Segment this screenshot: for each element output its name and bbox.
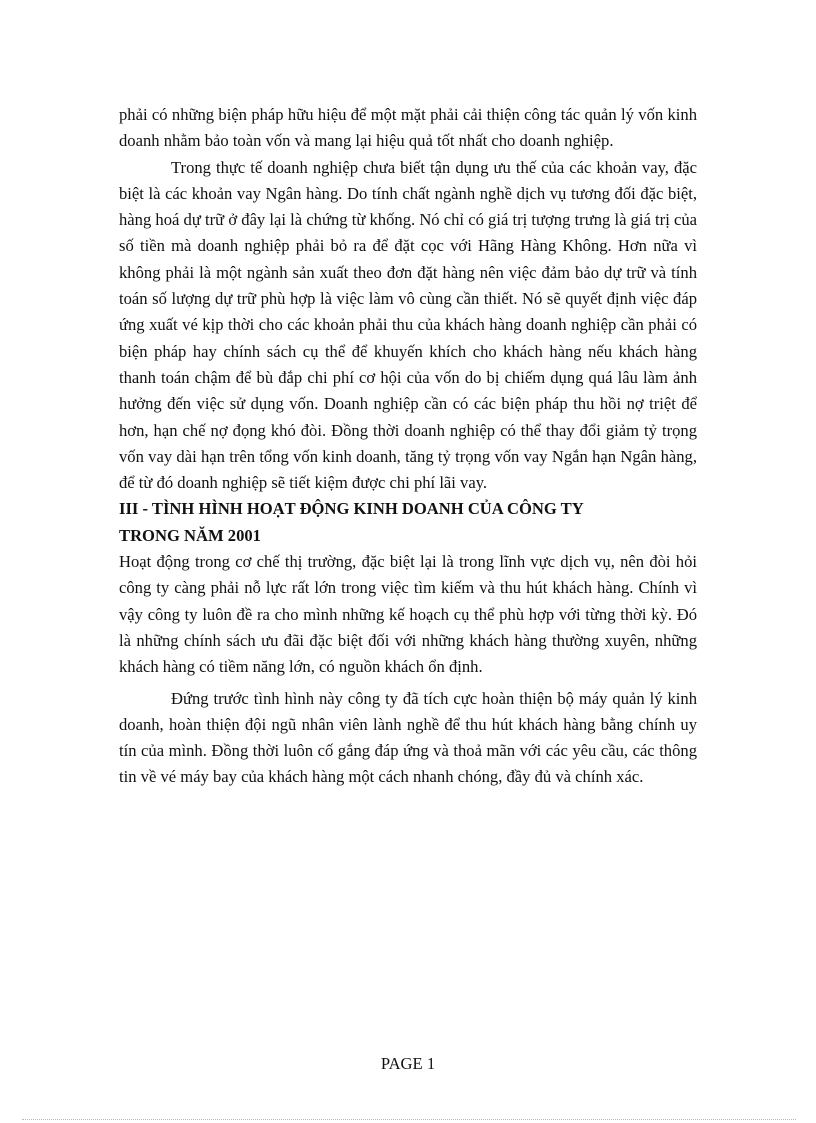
page-bottom-divider — [22, 1119, 796, 1120]
paragraph-continuation: phải có những biện pháp hữu hiệu để một mặt phải cải thiện công tác quản lý vốn kinh doanh nhằm bảo toàn vốn và mang lại hiệu quả tốt nhất cho doanh nghiệp. — [119, 105, 697, 151]
section-heading-line2: TRONG NĂM 2001 — [119, 525, 261, 545]
paragraph-loans: Trong thực tế doanh nghiệp chưa biết tận dụng ưu thế của các khoản vay, đặc biệt là các khoản vay Ngân hàng. Do tính chất ngành nghề dịch vụ tương đối đặc biệt, hàng hoá dự trữ ở đây lại là chứng từ khống. Nó chỉ có giá trị tượng trưng là giá trị của số tiền mà doanh nghiệp phải bỏ ra để đặt cọc với Hãng Hàng Không. Hơn nữa vì không phải là một ngành sản xuất theo đơn đặt hàng nên việc đảm bảo dự trữ và tính toán số lượng dự trữ phù hợp là việc làm vô cùng cần thiết. Nó sẽ quyết định việc đáp ứng xuất vé kịp thời cho các khoản phải thu của khách hàng doanh nghiệp cần phải có biện pháp hay chính sách cụ thể để khuyến khích cho khách hàng nếu khách hàng thanh toán chậm để bù đắp chi phí cơ hội của vốn do bị chiếm dụng quá lâu làm ảnh hưởng đến việc sử dụng vốn. Doanh nghiệp cần có các biện pháp thu hồi nợ triệt để hơn, hạn chế nợ đọng khó đòi. Đồng thời doanh nghiệp có thể thay đổi giảm tỷ trọng vốn vay dài hạn trên tổng vốn kinh doanh, tăng tỷ trọng vốn vay Ngắn hạn Ngân hàng, để từ đó doanh nghiệp sẽ tiết kiệm được chi phí lãi vay. — [119, 157, 697, 493]
page-footer: PAGE 1 — [380, 1054, 436, 1073]
section-heading — [119, 496, 697, 549]
section-heading-line1: III - TÌNH HÌNH HOẠT ĐỘNG KINH DOANH CỦA CÔNG TY — [119, 499, 584, 519]
paragraph-market-activity: Hoạt động trong cơ chế thị trường, đặc biệt lại là trong lĩnh vực dịch vụ, nên đòi hỏi công ty càng phải nỗ lực rất lớn trong việc tìm kiếm và thu hút khách hàng. Chính vì vậy công ty luôn đề ra cho mình những kế hoạch cụ thể phù hợp với từng thời kỳ. Đó là những chính sách ưu đãi đặc biệt đối với những khách hàng thường xuyên, những khách hàng có tiềm năng lớn, có nguồn khách ổn định. — [119, 552, 697, 677]
document-body — [119, 102, 697, 791]
paragraph-company-improvement: Đứng trước tình hình này công ty đã tích cực hoàn thiện bộ máy quản lý kinh doanh, hoàn thiện đội ngũ nhân viên lành nghề để thu hút khách hàng bằng chính uy tín của mình. Đồng thời luôn cố gắng đáp ứng và thoả mãn với các yêu cầu, các thông tin về vé máy bay của khách hàng một cách nhanh chóng, đầy đủ và chính xác. — [119, 688, 697, 787]
